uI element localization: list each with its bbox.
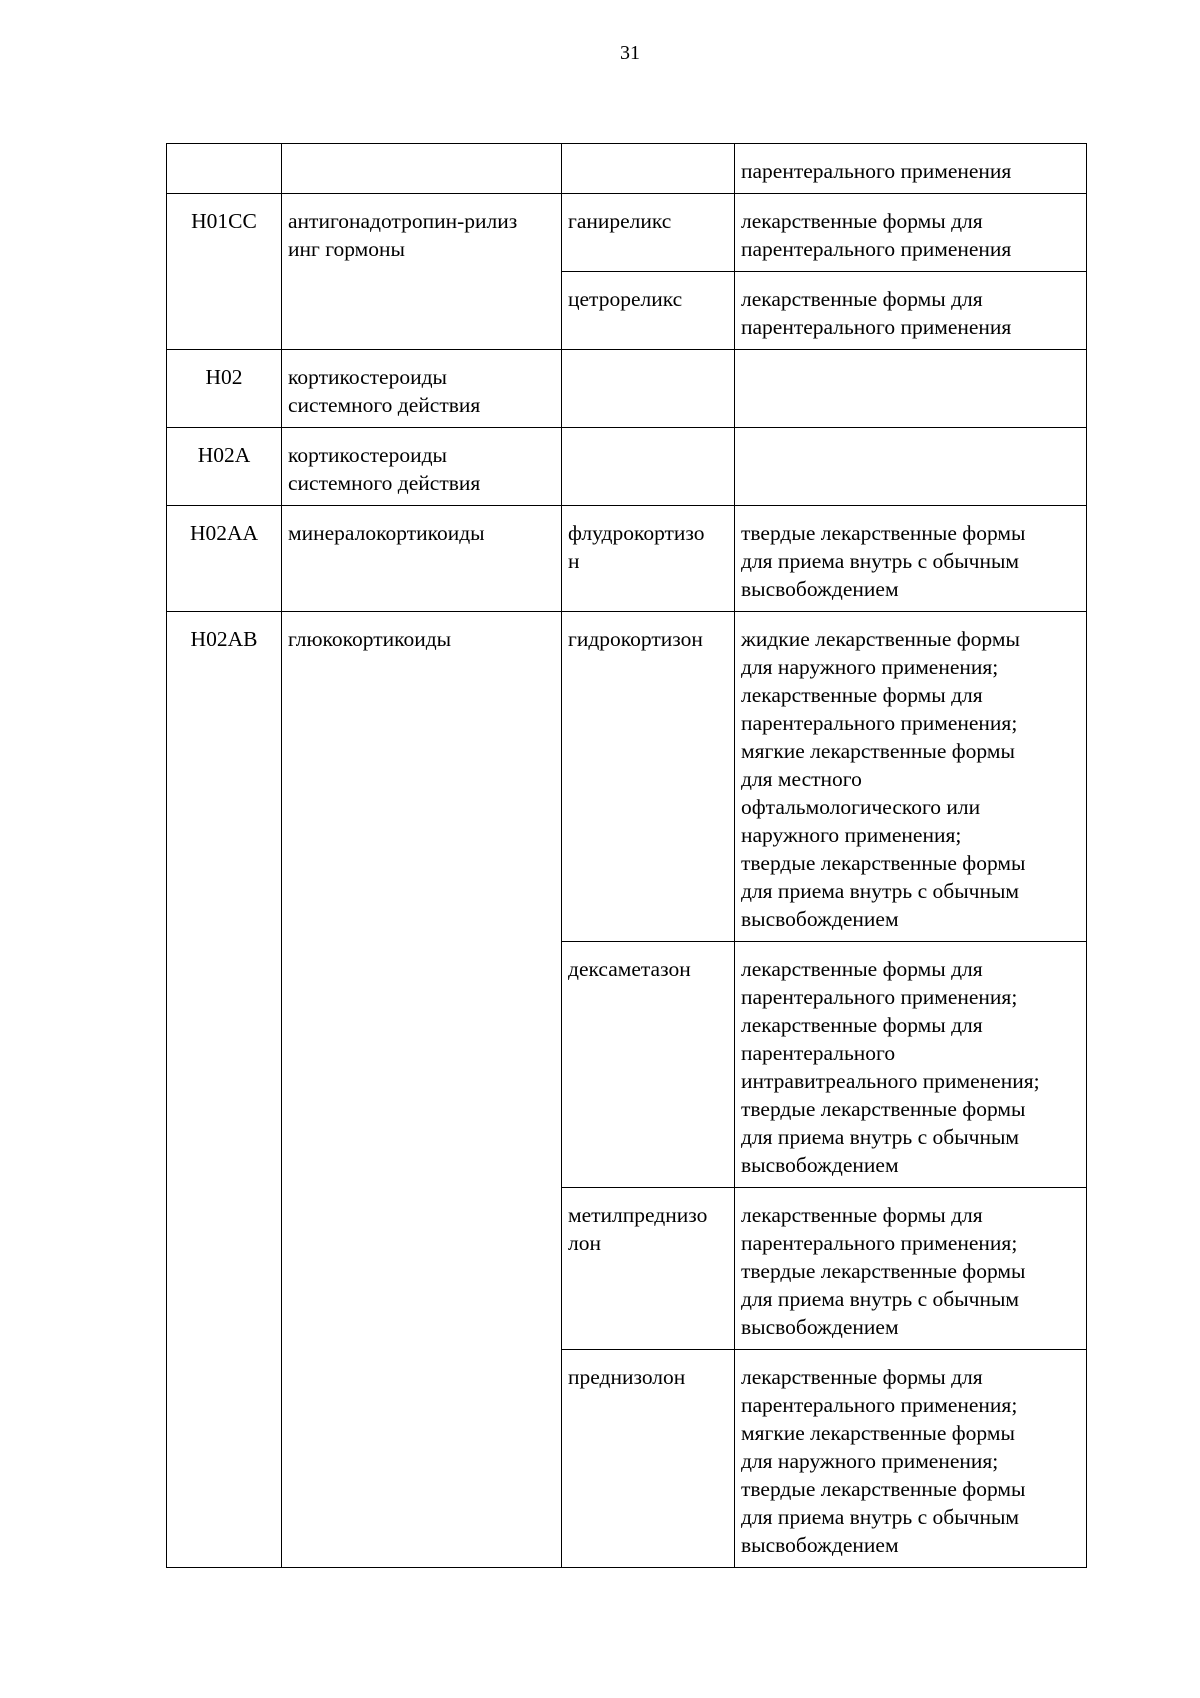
- cell-text-line: для наружного применения;: [741, 1449, 999, 1473]
- cell-text-line: для приема внутрь с обычным: [741, 1505, 1020, 1529]
- cell-text-line: офтальмологического или: [741, 795, 981, 819]
- cell-text-line: для приема внутрь с обычным: [741, 1287, 1020, 1311]
- cell-text-line: лекарственные формы для: [741, 209, 983, 233]
- cell-text-line: минералокортикоиды: [288, 521, 485, 545]
- cell-text-line: преднизолон: [568, 1365, 686, 1389]
- cell-text-line: гидрокортизон: [568, 627, 703, 651]
- drug-cell: [562, 506, 735, 612]
- drug-cell: [562, 144, 735, 194]
- drug-classification-table: [166, 143, 1087, 1568]
- cell-text-line: для приема внутрь с обычным: [741, 1125, 1020, 1149]
- table-row: [167, 350, 1087, 428]
- cell-text-line: для приема внутрь с обычным: [741, 879, 1020, 903]
- drug-cell: [562, 1188, 735, 1350]
- cell-text-line: для наружного применения;: [741, 655, 999, 679]
- table-row: [167, 506, 1087, 612]
- cell-text-line: жидкие лекарственные формы: [741, 627, 1020, 651]
- atc-code-cell: H01CC: [167, 194, 282, 350]
- table-row: [167, 194, 1087, 272]
- cell-text-line: парентерального применения: [741, 237, 1012, 261]
- forms-cell: [735, 1188, 1087, 1350]
- group-cell: [282, 428, 562, 506]
- cell-text-line: наружного применения;: [741, 823, 962, 847]
- cell-text-line: мягкие лекарственные формы: [741, 739, 1015, 763]
- cell-text-line: системного действия: [288, 393, 481, 417]
- forms-cell: [735, 428, 1087, 506]
- atc-code-cell: [167, 144, 282, 194]
- cell-text-line: глюкокортикоиды: [288, 627, 452, 651]
- cell-text-line: парентерального применения;: [741, 711, 1018, 735]
- cell-text-line: системного действия: [288, 471, 481, 495]
- group-cell: [282, 194, 562, 350]
- cell-text-line: парентерального применения;: [741, 985, 1018, 1009]
- cell-text-line: парентерального применения;: [741, 1231, 1018, 1255]
- cell-text-line: лекарственные формы для: [741, 683, 983, 707]
- cell-text-line: высвобождением: [741, 1533, 899, 1557]
- forms-cell: [735, 506, 1087, 612]
- atc-code-cell: H02A: [167, 428, 282, 506]
- drug-cell: [562, 194, 735, 272]
- table-row: [167, 428, 1087, 506]
- cell-text-line: антигонадотропин-рилиз: [288, 209, 518, 233]
- cell-text-line: мягкие лекарственные формы: [741, 1421, 1015, 1445]
- cell-text-line: для местного: [741, 767, 862, 791]
- table-row: [167, 144, 1087, 194]
- forms-cell: [735, 612, 1087, 942]
- cell-text-line: высвобождением: [741, 577, 899, 601]
- forms-cell: [735, 194, 1087, 272]
- group-cell: [282, 612, 562, 1568]
- cell-text-line: твердые лекарственные формы: [741, 521, 1026, 545]
- forms-cell: [735, 942, 1087, 1188]
- cell-text-line: высвобождением: [741, 1153, 899, 1177]
- atc-code-cell: H02AA: [167, 506, 282, 612]
- cell-text-line: твердые лекарственные формы: [741, 1477, 1026, 1501]
- group-cell: [282, 350, 562, 428]
- cell-text-line: кортикостероиды: [288, 443, 447, 467]
- forms-cell: [735, 1350, 1087, 1568]
- forms-cell: [735, 144, 1087, 194]
- cell-text-line: твердые лекарственные формы: [741, 1259, 1026, 1283]
- cell-text-line: инг гормоны: [288, 237, 405, 261]
- group-cell: [282, 144, 562, 194]
- drug-cell: [562, 942, 735, 1188]
- cell-text-line: лекарственные формы для: [741, 1365, 983, 1389]
- cell-text-line: парентерального: [741, 1041, 896, 1065]
- cell-text-line: парентерального применения: [741, 159, 1012, 183]
- cell-text-line: высвобождением: [741, 907, 899, 931]
- cell-text-line: кортикостероиды: [288, 365, 447, 389]
- drug-cell: [562, 612, 735, 942]
- cell-text-line: интравитреального применения;: [741, 1069, 1040, 1093]
- group-cell: [282, 506, 562, 612]
- cell-text-line: парентерального применения: [741, 315, 1012, 339]
- cell-text-line: н: [568, 549, 580, 573]
- forms-cell: [735, 350, 1087, 428]
- cell-text-line: высвобождением: [741, 1315, 899, 1339]
- cell-text-line: твердые лекарственные формы: [741, 851, 1026, 875]
- cell-text-line: парентерального применения;: [741, 1393, 1018, 1417]
- drug-cell: [562, 272, 735, 350]
- atc-code-cell: H02AB: [167, 612, 282, 1568]
- cell-text-line: флудрокортизо: [568, 521, 705, 545]
- table-body: [167, 144, 1087, 1568]
- cell-text-line: лекарственные формы для: [741, 957, 983, 981]
- cell-text-line: метилпреднизо: [568, 1203, 708, 1227]
- cell-text-line: дексаметазон: [568, 957, 691, 981]
- page-number: 31: [620, 42, 640, 64]
- cell-text-line: лекарственные формы для: [741, 1203, 983, 1227]
- cell-text-line: для приема внутрь с обычным: [741, 549, 1020, 573]
- cell-text-line: цетрореликс: [568, 287, 683, 311]
- cell-text-line: твердые лекарственные формы: [741, 1097, 1026, 1121]
- cell-text-line: лекарственные формы для: [741, 1013, 983, 1037]
- atc-code-cell: H02: [167, 350, 282, 428]
- cell-text-line: лон: [568, 1231, 601, 1255]
- cell-text-line: лекарственные формы для: [741, 287, 983, 311]
- forms-cell: [735, 272, 1087, 350]
- cell-text-line: ганиреликс: [568, 209, 672, 233]
- table-row: [167, 612, 1087, 942]
- drug-cell: [562, 428, 735, 506]
- drug-cell: [562, 350, 735, 428]
- drug-cell: [562, 1350, 735, 1568]
